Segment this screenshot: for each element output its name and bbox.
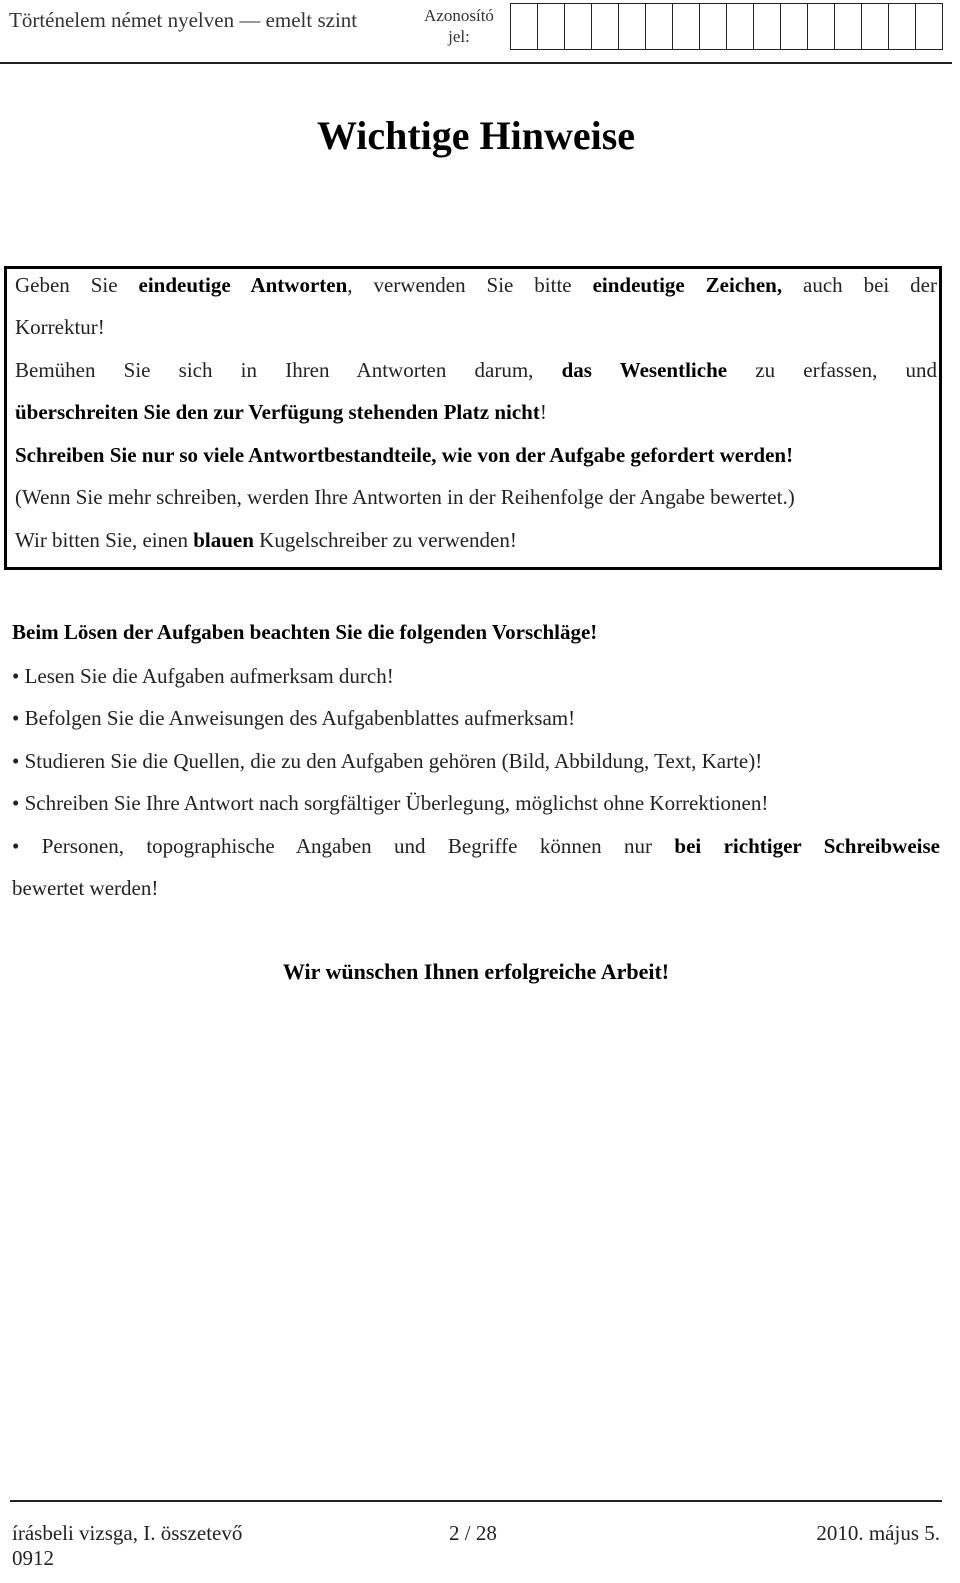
text: , verwenden Sie bitte xyxy=(347,273,593,297)
header-title: Történelem német nyelven — emelt szint xyxy=(9,8,358,32)
notice-line-1 xyxy=(15,272,937,298)
id-box[interactable] xyxy=(619,4,646,49)
id-box[interactable] xyxy=(646,4,673,49)
page-header xyxy=(0,0,960,64)
id-box[interactable] xyxy=(781,4,808,49)
suggestion-item xyxy=(12,663,940,689)
id-box[interactable] xyxy=(673,4,700,49)
notice-line-4 xyxy=(15,399,937,425)
text: Personen, topographische Angaben und Begriffe können nur xyxy=(41,834,675,858)
text: auch bei der xyxy=(782,273,937,297)
id-box[interactable] xyxy=(727,4,754,49)
bullet-icon: • xyxy=(12,664,20,688)
suggestion-item xyxy=(12,833,940,859)
page-number: 2 / 28 xyxy=(449,1521,497,1545)
notice-line-6: (Wenn Sie mehr schreiben, werden Ihre Antworten in der Reihenfolge der Angabe bewertet.) xyxy=(15,485,795,509)
notice-line-2: Korrektur! xyxy=(15,315,105,339)
page-title: Wichtige Hinweise xyxy=(316,113,636,158)
notice-line-5: Schreiben Sie nur so viele Antwortbestandteile, wie von der Aufgabe gefordert werden! xyxy=(15,443,794,467)
text: zu erfassen, und xyxy=(727,358,937,382)
text: Studieren Sie die Quellen, die zu den Aufgaben gehören (Bild, Abbildung, Text, Karte)! xyxy=(24,749,763,773)
suggestions-heading: Beim Lösen der Aufgaben beachten Sie die folgenden Vorschläge! xyxy=(12,620,598,644)
bullet-icon: • xyxy=(12,749,20,773)
text: Lesen Sie die Aufgaben aufmerksam durch! xyxy=(24,664,394,688)
id-box[interactable] xyxy=(889,4,916,49)
emphasis: blauen xyxy=(193,528,254,552)
notice-line-7 xyxy=(15,527,937,553)
id-box[interactable] xyxy=(592,4,619,49)
emphasis: eindeutige Zeichen, xyxy=(592,273,783,297)
footer-code: 0912 xyxy=(12,1546,54,1570)
id-label: Azonosító jel: xyxy=(424,6,494,46)
footer-divider xyxy=(10,1500,942,1502)
id-box[interactable] xyxy=(808,4,835,49)
text: ! xyxy=(539,400,547,424)
bullet-icon: • xyxy=(12,834,20,858)
suggestion-item xyxy=(12,705,940,731)
bullet-icon: • xyxy=(12,706,20,730)
id-box[interactable] xyxy=(538,4,565,49)
id-box[interactable] xyxy=(754,4,781,49)
emphasis: bei richtiger Schreibweise xyxy=(674,834,940,858)
notice-box xyxy=(4,266,942,570)
id-box[interactable] xyxy=(862,4,889,49)
text: Befolgen Sie die Anweisungen des Aufgabenblattes aufmerksam! xyxy=(24,706,576,730)
emphasis: das Wesentliche xyxy=(561,358,728,382)
text: Kugelschreiber zu verwenden! xyxy=(253,528,517,552)
id-input-boxes[interactable] xyxy=(510,3,943,50)
suggestion-item xyxy=(12,748,940,774)
text: Wir bitten Sie, einen xyxy=(15,528,194,552)
header-divider xyxy=(0,62,952,64)
text: Schreiben Sie Ihre Antwort nach sorgfältiger Überlegung, möglichst ohne Korrektionen! xyxy=(24,791,769,815)
notice-line-3 xyxy=(15,357,937,383)
id-box[interactable] xyxy=(565,4,592,49)
id-box[interactable] xyxy=(511,4,538,49)
footer-date: 2010. május 5. xyxy=(816,1521,940,1545)
suggestion-item-continuation: bewertet werden! xyxy=(12,876,159,900)
emphasis: überschreiten Sie den zur Verfügung stehenden Platz nicht xyxy=(15,400,540,424)
suggestion-item xyxy=(12,790,940,816)
id-box[interactable] xyxy=(700,4,727,49)
bullet-icon: • xyxy=(12,791,20,815)
closing-message: Wir wünschen Ihnen erfolgreiche Arbeit! xyxy=(282,959,670,984)
id-box[interactable] xyxy=(835,4,862,49)
text: Geben Sie xyxy=(15,273,139,297)
footer-exam-label: írásbeli vizsga, I. összetevő xyxy=(12,1521,243,1545)
emphasis: eindeutige Antworten xyxy=(138,273,348,297)
id-box[interactable] xyxy=(916,4,942,49)
text: Bemühen Sie sich in Ihren Antworten darum, xyxy=(15,358,562,382)
